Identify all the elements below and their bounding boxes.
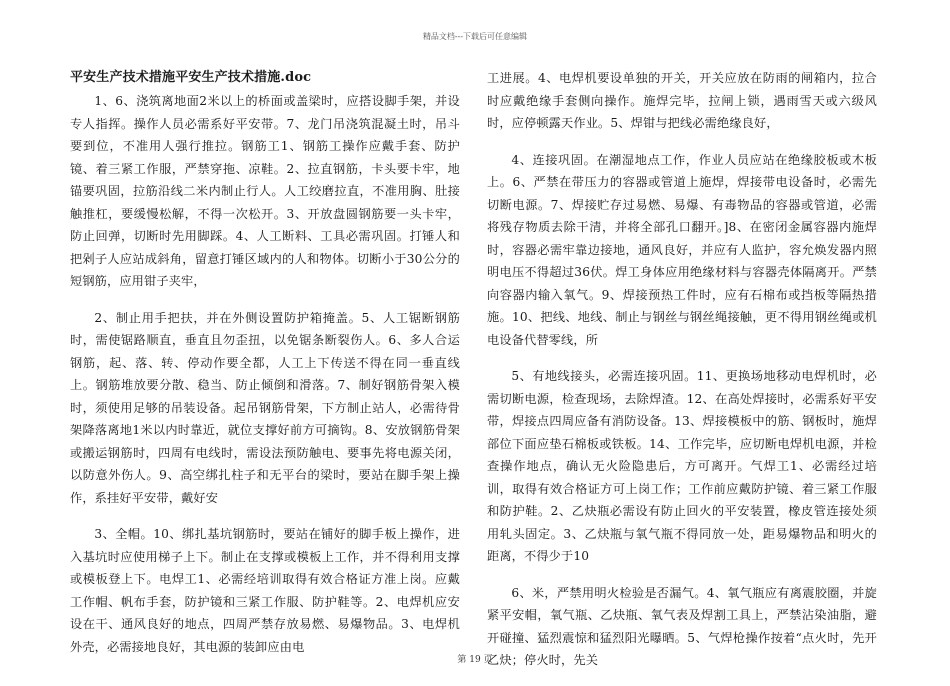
paragraph: 6、米，严禁用明火检验是否漏气。4、氧气瓶应有离震胶圈，并旋紧平安帽，氧气瓶、乙炔瓶、氧气表及焊割工具上，严禁沾染油脂，避开碰撞、猛烈震惊和猛烈阳光曝晒。5、气焊枪操作按着“点火时，先开乙炔；停火时，先关: [487, 585, 877, 667]
left-column: [70, 67, 460, 672]
document-title: 平安生产技术措施平安生产技术措施.doc: [70, 70, 312, 85]
page-header: 精品文档---下载后可任意编辑: [422, 32, 528, 41]
paragraph: 3、全帽。10、绑扎基坑钢筋时，要站在铺好的脚手板上操作，进入基坑时应使用梯子上下。制止在支撑或模板上工作，并不得利用支撑或模板登上下。电焊工1、必需经培训取得有效合格证方准上岗。应戴工作帽、帆布手套，防护镜和三紧工作服、防护鞋等。2、电焊机应安设在干、通风良好的地点，四周严禁存放易燃、易爆物品。3、电焊机外壳，必需接地良好，其电源的装卸应由电: [70, 527, 460, 654]
paragraph: 工进展。4、电焊机要设单独的开关，开关应放在防雨的闸箱内，拉合时应戴绝缘手套侧向操作。施焊完毕，拉闸上锁，遇雨雪天或六级风时，应停顿露天作业。5、焊钳与把线必需绝缘良好，: [487, 71, 877, 130]
right-column: [487, 67, 877, 686]
paragraph: 2、制止用手把扶，并在外侧设置防护箱掩盖。5、人工锯断钢筋时，需使锯路顺直，垂直且勿歪扭，以免锯条断裂伤人。6、多人合运钢筋，起、落、转、停动作要全都，人工上下传送不得在同一垂直线上。钢筋堆放要分散、稳当、防止倾倒和滑落。7、制好钢筋骨架入模时，须使用足够的吊装设备。起吊钢筋骨架，下方制止站人，必需待骨架降落离地1米以内时靠近，就位支撑好前方可摘钩。8、安放钢筋骨架或搬运钢筋时，四周有电线时，需设法预防触电、要事先将电源关闭，以防意外伤人。9、高空绑扎柱子和无平台的梁时，要站在脚手架上操作，系挂好平安带，戴好安: [70, 310, 460, 505]
paragraph: 4、连接巩固。在潮湿地点工作，作业人员应站在绝缘胶板或木板上。6、严禁在带压力的容器或管道上施焊，焊接带电设备时，必需先切断电源。7、焊接贮存过易燃、易爆、有毒物品的容器或管道，必需将残存物质去除干清，并将全部孔口翻开。]8、在密闭金属容器内施焊时，容器必需牢靠边接地，通风良好，并应有人监护，容允焕发器内照明电压不得超过36伏。焊工身体应用绝缘材料与容器壳体隔离开。严禁向容器内输入氧气。9、焊接预热工件时，应有石棉布或挡板等隔热措施。10、把线、地线、制止与钢丝与钢丝绳接触，更不得用钢丝绳或机电设备代替零线，所: [487, 152, 877, 347]
paragraph: 5、有地线接头，必需连接巩固。11、更换场地移动电焊机时，必需切断电源，检查现场，去除焊渣。12、在高处焊接时，必需系好平安带，焊接点四周应备有消防设备。13、焊接模板中的筋、钢板时，施焊部位下面应垫石棉板或铁板。14、工作完毕，应切断电焊机电源，并检查操作地点，确认无火险隐患后，方可离开。气焊工1、必需经过培训，取得有效合格证方可上岗工作；工作前应戴防护镜、着三紧工作服和防护鞋。2、乙炔瓶必需设有防止回火的平安装置，橡皮管连接处须用轧头固定。3、乙炔瓶与氧气瓶不得同放一处，距易爆物品和明火的距离，不得少于10: [487, 369, 877, 563]
paragraph: 1、6、浇筑离地面2米以上的桥面或盖梁时，应搭设脚手架，并设专人指挥。操作人员必需系好平安带。7、龙门吊浇筑混凝土时，吊斗要到位，不准用人强行推拉。钢筋工1、钢筋工操作应戴手套、防护镜、着三紧工作服，严禁穿拖、凉鞋。2、拉直钢筋，卡头要卡牢，地锚要巩固，拉筋沿线二米内制止行人。人工绞磨拉直，不准用胸、肚接触推杠，要缓慢松解，不得一次松开。3、开放盘圆钢筋要一头卡牢，防止回弹，切断时先用脚踩。4、人工断料、工具必需巩固。打锤人和把剁子人应站成斜角，留意打锤区域内的人和物体。切断小于30公分的短钢筋，应用钳子夹牢，: [70, 94, 460, 288]
page-number: 第 19 页: [457, 655, 493, 665]
